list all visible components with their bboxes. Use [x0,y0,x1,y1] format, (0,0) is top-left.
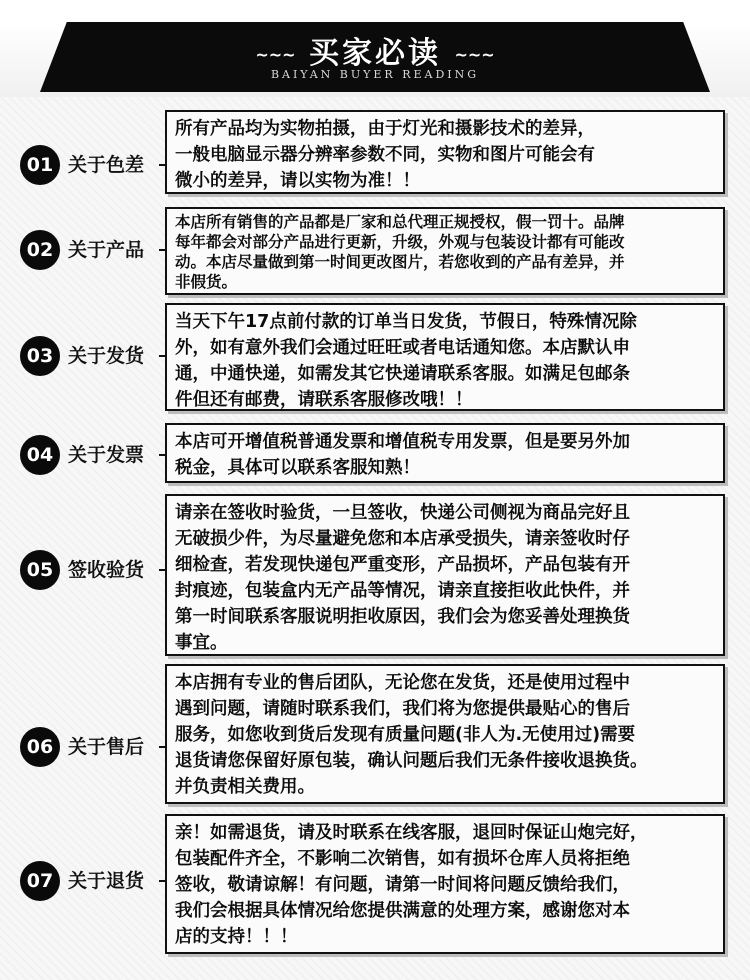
section-label: 关于售后 [68,736,145,758]
text-line: 并负责相关费用。 [175,777,315,797]
section-text-box [165,664,725,804]
text-line: 本店所有销售的产品都是厂家和总代理正规授权，假一罚十。品牌 [175,213,625,231]
text-line: 动。本店尽量做到第一时间更改图片，若您收到的产品有差异，并 [175,253,625,271]
text-line: 本店拥有专业的售后团队，无论您在发货，还是使用过程中 [175,673,630,693]
section-number-badge: 02 [20,230,60,270]
text-line: 每年都会对部分产品进行更新，升级，外观与包装设计都有可能改 [175,233,625,251]
title-text: 买家必读 [309,36,441,71]
section-label: 关于色差 [68,154,145,176]
page-subtitle: BAIYAN BUYER READING [270,68,480,81]
text-line: 签收，敬请谅解！有问题，请第一时间将问题反馈给我们， [175,875,630,895]
section-number-badge: 01 [20,145,60,185]
section-label: 关于产品 [68,239,145,261]
text-line: 外，如有意外我们会通过旺旺或者电话通知您。本店默认申 [175,338,630,358]
section-number-badge: 05 [20,550,60,590]
text-line: 请亲在签收时验货，一旦签收，快递公司侧视为商品完好且 [175,503,630,523]
title-decoration-left: ~~~ [255,45,296,64]
header [0,0,750,97]
text-line: 退货请您保留好原包装，确认问题后我们无条件接收退换货。 [175,751,648,771]
text-line: 封痕迹，包装盒内无产品等情况，请亲直接拒收此快件，并 [175,581,630,601]
section-label: 签收验货 [68,559,145,581]
page-title [0,28,750,72]
section-number-badge: 06 [20,727,60,767]
text-line: 件但还有邮费，请联系客服修改哦！！ [175,390,473,410]
section-number-badge: 03 [20,336,60,376]
section-text-box [165,494,725,656]
text-line: 微小的差异，请以实物为准！！ [175,171,420,191]
section-label: 关于发票 [68,444,145,466]
text-line: 事宜。 [175,633,228,653]
text-line: 税金，具体可以联系客服知熟！ [175,458,420,478]
text-line: 亲！如需退货，请及时联系在线客服，退回时保证山炮完好， [175,823,648,843]
title-decoration-right: ~~~ [454,45,495,64]
text-line: 无破损少件，为尽量避免您和本店承受损失，请亲签收时仔 [175,529,630,549]
text-line: 通，中通快递，如需发其它快递请联系客服。如满足包邮条 [175,364,630,384]
text-line: 遇到问题，请随时联系我们，我们将为您提供最贴心的售后 [175,699,630,719]
text-line: 一般电脑显示器分辨率参数不同，实物和图片可能会有 [175,145,595,165]
text-line: 所有产品均为实物拍摄，由于灯光和摄影技术的差异， [175,119,595,139]
section-text-box [165,110,725,194]
section-label: 关于发货 [68,345,145,367]
section-label: 关于退货 [68,870,145,892]
text-line: 细检查，若发现快递包严重变形，产品损坏，产品包装有开 [175,555,630,575]
text-line: 店的支持！！！ [175,927,298,947]
text-line: 非假货。 [175,273,238,291]
text-line: 我们会根据具体情况给您提供满意的处理方案，感谢您对本 [175,901,630,921]
section-text-box [165,207,725,295]
text-line: 服务，如您收到货后发现有质量问题(非人为.无使用过)需要 [175,725,636,745]
section-number-badge: 04 [20,435,60,475]
section-text-box [165,423,725,483]
text-line: 当天下午17点前付款的订单当日发货，节假日，特殊情况除 [175,312,637,332]
section-text-box [165,814,725,954]
notice-list [0,97,750,980]
text-line: 包装配件齐全，不影响二次销售，如有损坏仓库人员将拒绝 [175,849,630,869]
text-line: 第一时间联系客服说明拒收原因，我们会为您妥善处理换货 [175,607,630,627]
section-text-box [165,303,725,411]
section-number-badge: 07 [20,861,60,901]
text-line: 本店可开增值税普通发票和增值税专用发票，但是要另外加 [175,432,630,452]
